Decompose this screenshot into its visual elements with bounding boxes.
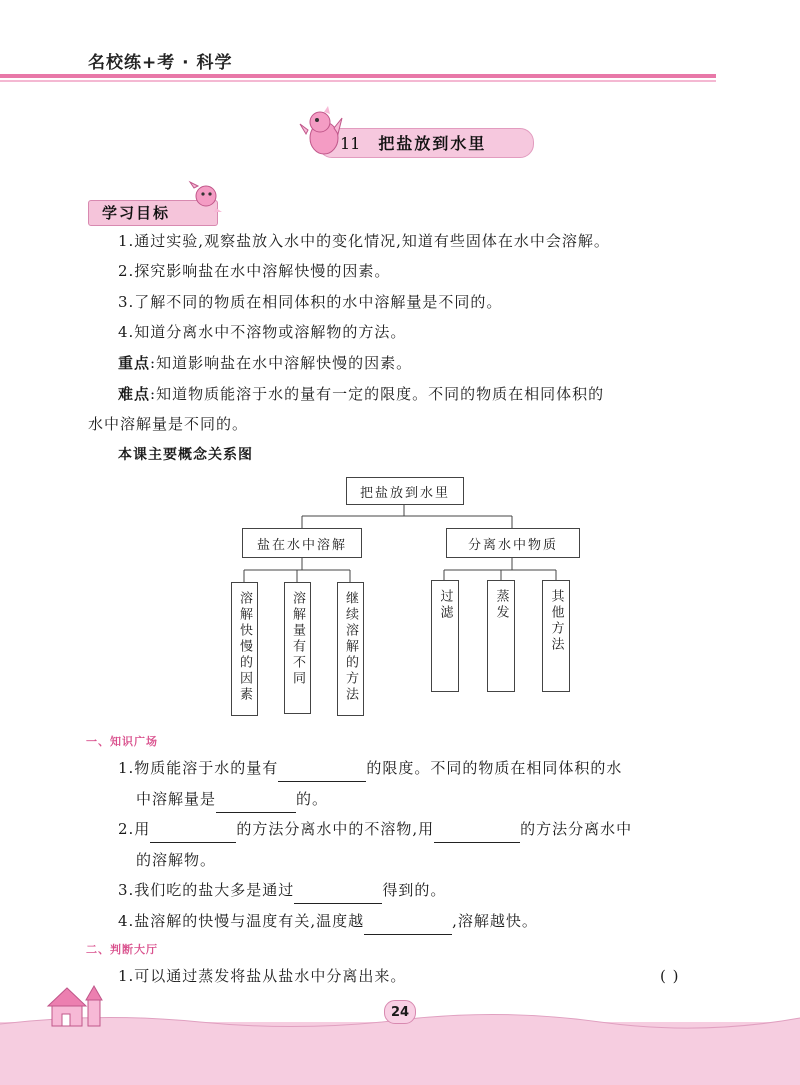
q1-text-b: 的限度。不同的物质在相同体积的水 [366,759,623,777]
question-2-line-2: 的溶解物。 [136,851,217,869]
concept-left-child-1: 溶解快慢的因素 [231,582,258,716]
judge-question-1: 1.可以通过蒸发将盐从盐水中分离出来。 [118,967,407,985]
key-text: :知道影响盐在水中溶解快慢的因素。 [150,354,413,372]
q3-blank[interactable] [294,885,382,904]
castle-icon [44,980,114,1030]
question-4 [118,907,538,935]
q4-text-b: ,溶解越快。 [452,912,538,930]
concept-right-child-1: 过滤 [431,580,459,692]
goal-item-3: 3.了解不同的物质在相同体积的水中溶解量是不同的。 [118,293,503,311]
difficult-text-cont: 水中溶解量是不同的。 [88,415,249,433]
question-3 [118,876,446,904]
concept-left: 盐在水中溶解 [242,528,362,558]
page-number: 24 [384,1000,416,1024]
q4-text-a: 4.盐溶解的快慢与温度有关,温度越 [118,912,365,930]
q3-text-b: 得到的。 [382,881,447,899]
section1-heading: 一、知识广场 [86,735,158,748]
question-1-line-1 [118,754,622,782]
q2-text-a: 2.用 [118,820,151,838]
key-label: 重点 [118,354,151,372]
q1-text-a: 1.物质能溶于水的量有 [118,759,279,777]
difficult-text: :知道物质能溶于水的量有一定的限度。不同的物质在相同体积的 [150,385,605,403]
section2-heading: 二、判断大厅 [86,943,158,956]
concept-map-title: 本课主要概念关系图 [118,447,253,463]
question-2-line-1 [118,815,632,843]
q2-text-b: 的方法分离水中的不溶物,用 [236,820,435,838]
judge-answer-parens[interactable]: ( ) [660,967,680,985]
concept-left-child-3: 继续溶解的方法 [337,582,364,716]
concept-root: 把盐放到水里 [346,477,464,505]
goals-badge-label: 学习目标 [102,204,171,222]
q4-blank[interactable] [364,916,452,935]
concept-left-child-2: 溶解量有不同 [284,582,311,714]
question-1-line-2 [136,785,328,813]
q1-text-c: 中溶解量是 [136,790,217,808]
goal-item-1: 1.通过实验,观察盐放入水中的变化情况,知道有些固体在水中会溶解。 [118,232,610,250]
q3-text-a: 3.我们吃的盐大多是通过 [118,881,295,899]
q2-text-c: 的方法分离水中 [520,820,633,838]
q1-blank-1[interactable] [278,763,366,782]
concept-right-child-3: 其他方法 [542,580,570,692]
q1-blank-2[interactable] [216,794,296,813]
lesson-number: 11 [340,134,361,153]
header-title: 名校练+考 · 科学 [88,53,233,73]
q1-text-d: 的。 [296,790,329,808]
goal-item-4: 4.知道分离水中不溶物或溶解物的方法。 [118,323,407,341]
lesson-name: 把盐放到水里 [378,134,487,153]
q2-blank-1[interactable] [150,824,236,843]
q2-blank-2[interactable] [434,824,520,843]
concept-right-child-2: 蒸发 [487,580,515,692]
goal-item-2: 2.探究影响盐在水中溶解快慢的因素。 [118,262,391,280]
concept-right: 分离水中物质 [446,528,580,558]
difficult-label: 难点 [118,385,151,403]
